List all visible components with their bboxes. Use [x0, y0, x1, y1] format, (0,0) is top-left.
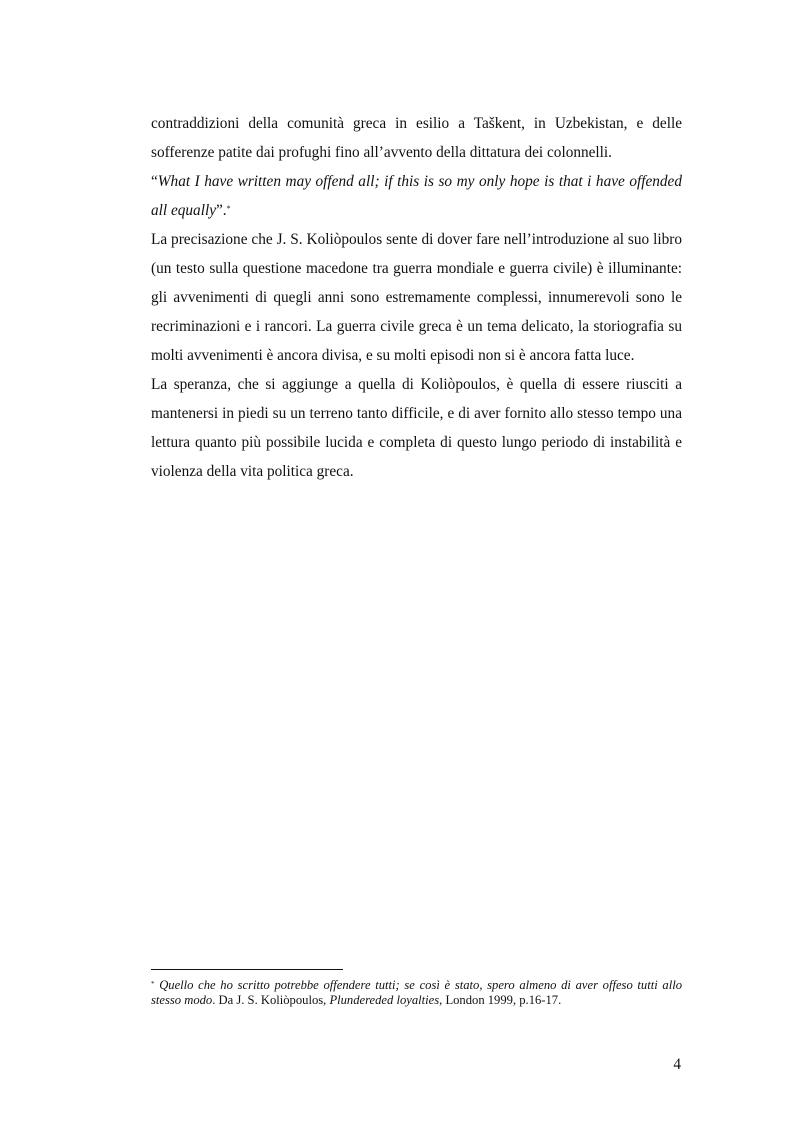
footnote-reference-mark[interactable]: * [226, 204, 231, 213]
quote-close-mark: ”. [216, 202, 227, 219]
english-quote [151, 167, 682, 225]
footnote-separator [151, 969, 343, 970]
footnote-book-title: Plundereded loyalties [329, 993, 440, 1007]
footnote-text: . Da J. S. Koliòpoulos, [212, 993, 330, 1007]
footnote-citation: , London 1999, p.16-17. [439, 993, 562, 1007]
footnote-mark: * [151, 980, 155, 988]
paragraph-3: La precisazione che J. S. Koliòpoulos sente di dover fare nell’introduzione al suo libro (un testo sulla questione macedone tra guerra mondiale e guerra civile) è illuminante: gli avvenimenti di quegli anni sono estremamente complessi, innumerevoli sono le recriminazioni e i rancori. La guerra civile greca è un tema delicato, la storiografia su molti avvenimenti è ancora divisa, e su molti episodi non si è ancora fatta luce. [151, 231, 682, 364]
paragraph-4: La speranza, che si aggiunge a quella di Koliòpoulos, è quella di essere riusciti a mantenersi in piedi su un terreno tanto difficile, e di aver fornito allo stesso tempo una lettura quanto più possibile lucida e completa di questo lungo periodo di instabilità e violenza della vita politica greca. [151, 376, 682, 480]
body-text [151, 109, 682, 486]
footnote-italic-text: Quello che ho scritto potrebbe offendere tutti; se così è stato, spero almeno di aver offeso tutti allo stesso modo [151, 978, 682, 1007]
paragraph-1: contraddizioni della comunità greca in esilio a Taškent, in Uzbekistan, e delle sofferenze patite dai profughi fino all’avvento della dittatura dei colonnelli. [151, 115, 682, 161]
page-number: 4 [673, 1056, 681, 1073]
quote-text: What I have written may offend all; if this is so my only hope is that i have offended all equally [151, 173, 682, 219]
quote-open-mark: “ [151, 173, 158, 190]
footnote [151, 978, 682, 1008]
